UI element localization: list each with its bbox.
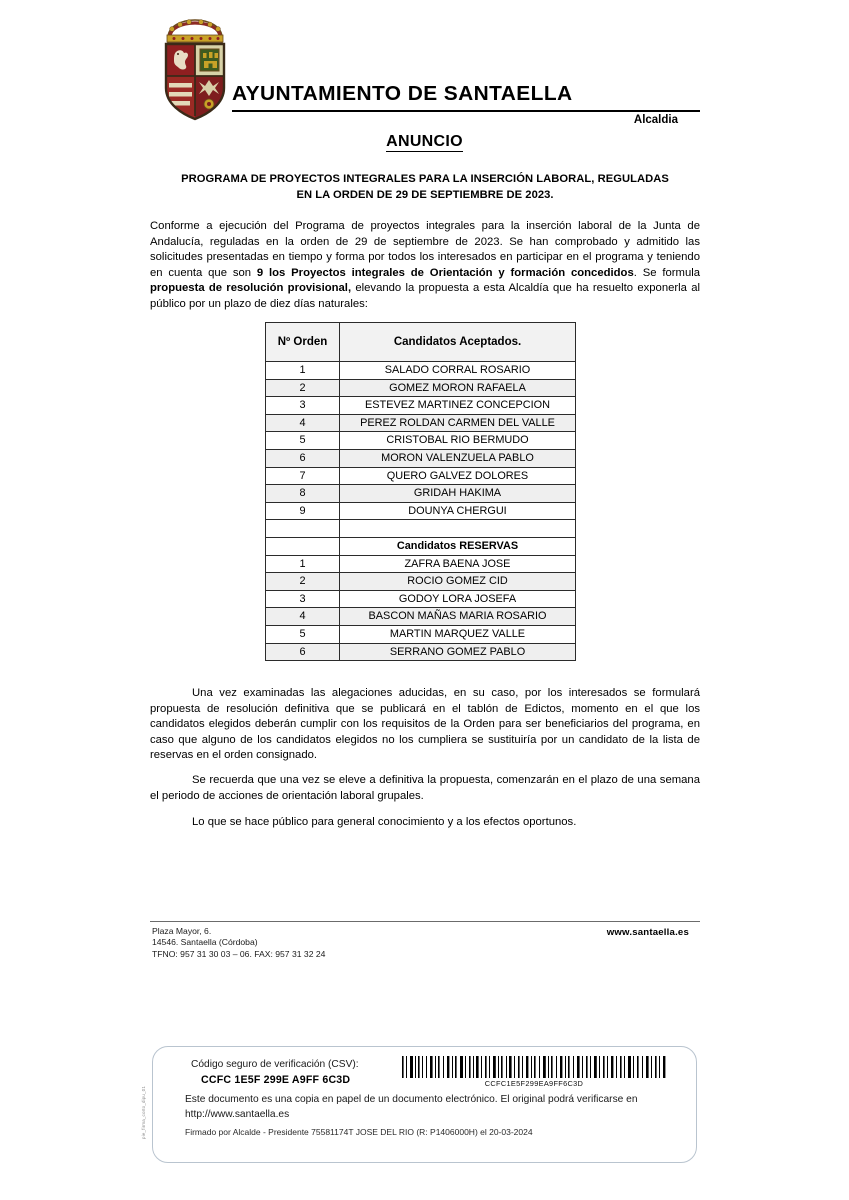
cell-name: SERRANO GOMEZ PABLO xyxy=(340,643,576,661)
cell-name: GODOY LORA JOSEFA xyxy=(340,590,576,608)
cell-order: 3 xyxy=(266,397,340,415)
cell-name: ROCIO GOMEZ CID xyxy=(340,573,576,591)
table-row xyxy=(266,555,576,573)
cell-order: 9 xyxy=(266,502,340,520)
cell-order: 1 xyxy=(266,362,340,380)
cell-name: SALADO CORRAL ROSARIO xyxy=(340,362,576,380)
intro-paragraph xyxy=(150,219,700,313)
cell-order: 4 xyxy=(266,414,340,432)
table-row xyxy=(266,414,576,432)
csv-note: Este documento es una copia en papel de un documento electrónico. El original podrá verificarse en http://www.santaella.es xyxy=(185,1094,638,1120)
cell-name: CRISTOBAL RIO BERMUDO xyxy=(340,432,576,450)
cell-order: 2 xyxy=(266,379,340,397)
cell-empty xyxy=(266,537,340,555)
page-title-text: ANUNCIO xyxy=(386,133,463,150)
cell-name: DOUNYA CHERGUI xyxy=(340,502,576,520)
santaella-coat-of-arms-icon xyxy=(156,16,234,122)
csv-verification-box xyxy=(152,1046,697,1163)
intro-text-c: elevando la propuesta a esta Alcaldía que ha resuelto exponerla al público por un plazo de diez días naturales: xyxy=(150,282,701,310)
table-row xyxy=(266,449,576,467)
table-row xyxy=(266,608,576,626)
csv-label: Código seguro de verificación (CSV): xyxy=(191,1059,359,1070)
side-microtext: pie_firma_corto_dipu_01 xyxy=(141,1086,146,1139)
reminder-paragraph: Se recuerda que una vez se eleve a definitiva la propuesta, comenzarán en el plazo de una semana el periodo de acciones de orientación laboral grupales. xyxy=(150,774,700,802)
cell-order: 6 xyxy=(266,643,340,661)
table-row xyxy=(266,502,576,520)
cell-order: 8 xyxy=(266,485,340,503)
cell-name: ESTEVEZ MARTINEZ CONCEPCION xyxy=(340,397,576,415)
publication-paragraph: Lo que se hace público para general conocimiento y a los efectos oportunos. xyxy=(192,816,577,828)
intro-text-b: . Se formula xyxy=(633,266,701,279)
page-title xyxy=(0,133,849,151)
cell-empty xyxy=(266,520,340,538)
barcode-area xyxy=(401,1056,667,1088)
header-divider xyxy=(232,110,700,112)
cell-name: QUERO GALVEZ DOLORES xyxy=(340,467,576,485)
barcode-value: CCFC1E5F299EA9FF6C3D xyxy=(484,1079,584,1088)
footer-divider xyxy=(150,921,700,922)
table-spacer-row xyxy=(266,520,576,538)
cell-empty xyxy=(340,520,576,538)
cell-name: MORON VALENZUELA PABLO xyxy=(340,449,576,467)
csv-signature: Firmado por Alcalde - Presidente 75581174T JOSE DEL RIO (R: P1406000H) el 20-03-2024 xyxy=(185,1127,533,1137)
cell-order: 3 xyxy=(266,590,340,608)
table-row xyxy=(266,485,576,503)
column-header-accepted: Candidatos Aceptados. xyxy=(340,323,576,362)
cell-name: MARTIN MARQUEZ VALLE xyxy=(340,625,576,643)
table-header-row xyxy=(266,323,576,362)
document-subtitle xyxy=(150,172,700,203)
address-line-3: TFNO: 957 31 30 03 – 06. FAX: 957 31 32 24 xyxy=(152,948,326,959)
cell-name: PEREZ ROLDAN CARMEN DEL VALLE xyxy=(340,414,576,432)
intro-text-a: Conforme a ejecución del Programa de proyectos integrales para la inserción laboral de la Junta de Andalucía, reguladas en la orden de 29 de septiembre de 2023. Se han comprobado y admitido las solicitudes presentadas en tiempo y forma por todos los interesados en participar en el programa y teniendo en cuenta que son xyxy=(150,220,700,279)
organization-title: AYUNTAMIENTO DE SANTAELLA xyxy=(232,82,573,105)
address-line-2: 14546. Santaella (Córdoba) xyxy=(152,937,258,948)
table-row xyxy=(266,573,576,591)
cell-order: 4 xyxy=(266,608,340,626)
cell-name: BASCON MAÑAS MARIA ROSARIO xyxy=(340,608,576,626)
column-header-order: Nº Orden xyxy=(266,323,340,362)
reserves-section-header-row xyxy=(266,537,576,555)
cell-order: 5 xyxy=(266,432,340,450)
candidates-table-wrapper xyxy=(265,322,575,661)
cell-name: ZAFRA BAENA JOSE xyxy=(340,555,576,573)
table-row xyxy=(266,379,576,397)
table-row xyxy=(266,590,576,608)
table-row xyxy=(266,432,576,450)
table-row xyxy=(266,397,576,415)
cell-order: 6 xyxy=(266,449,340,467)
reserves-section-title: Candidatos RESERVAS xyxy=(340,537,576,555)
table-row xyxy=(266,625,576,643)
document-header xyxy=(150,14,700,126)
footer-website[interactable]: www.santaella.es xyxy=(606,927,689,938)
intro-bold-resolution: propuesta de resolución provisional, xyxy=(150,282,352,295)
cell-name: GRIDAH HAKIMA xyxy=(340,485,576,503)
table-row xyxy=(266,643,576,661)
cell-order: 7 xyxy=(266,467,340,485)
subtitle-line-2: EN LA ORDEN DE 29 DE SEPTIEMBRE DE 2023. xyxy=(296,188,554,201)
cell-order: 1 xyxy=(266,555,340,573)
intro-bold-projects: 9 los Proyectos integrales de Orientación y formación concedidos xyxy=(256,266,634,279)
cell-name: GOMEZ MORON RAFAELA xyxy=(340,379,576,397)
csv-code: CCFC 1E5F 299E A9FF 6C3D xyxy=(201,1074,351,1086)
table-row xyxy=(266,467,576,485)
barcode-icon xyxy=(401,1056,667,1078)
cell-order: 2 xyxy=(266,573,340,591)
footer-address xyxy=(152,926,325,960)
cell-order: 5 xyxy=(266,625,340,643)
address-line-1: Plaza Mayor, 6. xyxy=(152,926,212,936)
resolution-paragraph: Una vez examinadas las alegaciones aducidas, en su caso, por los interesados se formulará propuesta de resolución definitiva que se publicará en el tablón de Edictos, momento en el que los candidatos elegidos deberán cumplir con los requisitos de la Orden para ser beneficiarios del programa, en caso que alguno de los candidatos elegidos no los cumpliera se sustituiría por un candidato de la lista de reservas en el orden consignado. xyxy=(150,687,700,762)
subtitle-line-1: PROGRAMA DE PROYECTOS INTEGRALES PARA LA INSERCIÓN LABORAL, REGULADAS xyxy=(181,173,669,185)
department-label: Alcaldia xyxy=(633,114,678,126)
table-row xyxy=(266,362,576,380)
candidates-table xyxy=(265,322,576,661)
